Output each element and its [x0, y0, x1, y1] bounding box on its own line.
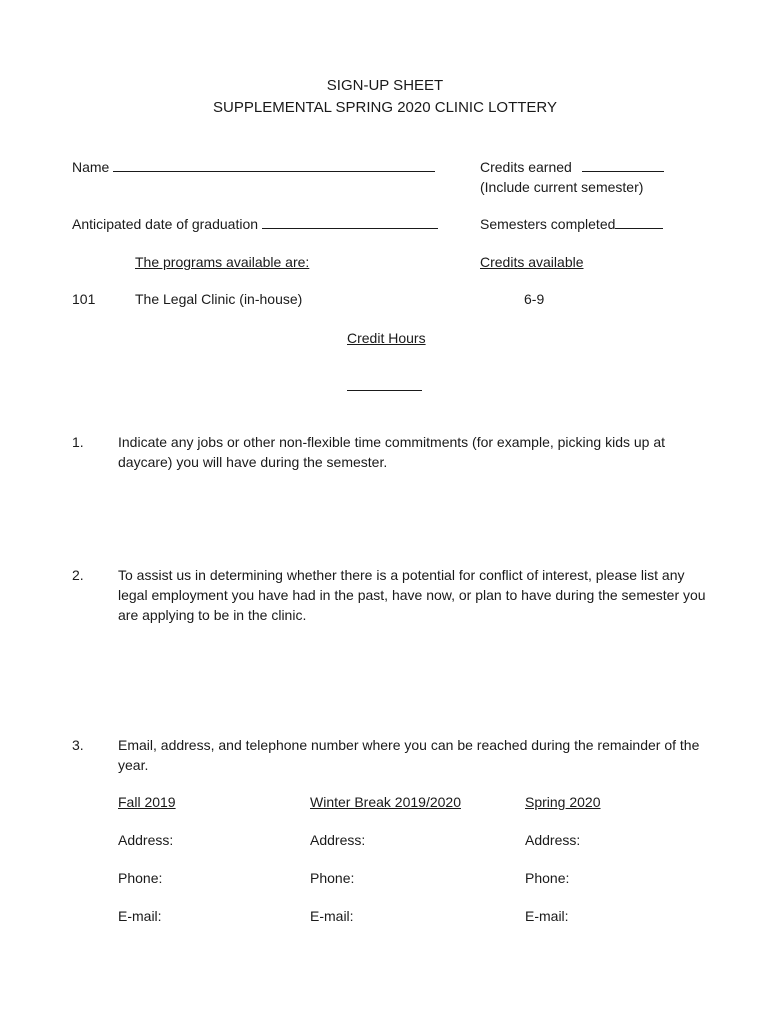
fall-email-label: E-mail: [118, 908, 162, 924]
winter-break-heading: Winter Break 2019/2020 [310, 794, 461, 810]
question-3-number: 3. [72, 737, 84, 753]
question-2-answer-area[interactable] [118, 630, 708, 725]
winter-email-label: E-mail: [310, 908, 354, 924]
document-title: SIGN-UP SHEET [326, 77, 444, 94]
spring-2020-heading: Spring 2020 [525, 794, 601, 810]
name-row [72, 157, 435, 177]
question-2-number: 2. [72, 567, 84, 583]
question-1-text: Indicate any jobs or other non-flexible time commitments (for example, picking kids up at daycare) you will have during the semester. [118, 434, 666, 470]
winter-phone-label: Phone: [310, 870, 355, 886]
graduation-label: Anticipated date of graduation [72, 216, 259, 232]
credits-earned-label: Credits earned [480, 159, 572, 175]
graduation-field[interactable] [262, 214, 438, 229]
semesters-row [480, 214, 663, 234]
name-field[interactable] [113, 157, 435, 172]
credit-hours-field[interactable] [347, 376, 422, 391]
programs-heading: The programs available are: [135, 254, 310, 270]
document-subtitle: SUPPLEMENTAL SPRING 2020 CLINIC LOTTERY [213, 99, 557, 116]
program-name: The Legal Clinic (in-house) [135, 291, 303, 307]
winter-address-label: Address: [310, 832, 366, 848]
graduation-row [72, 214, 438, 234]
question-1-number: 1. [72, 434, 84, 450]
credits-earned-row [480, 157, 664, 177]
question-2-text: To assist us in determining whether there is a potential for conflict of interest, please list any legal employment you have had in the past, have now, or plan to have during the semester you are applying to be in the clinic. [118, 567, 706, 623]
credit-hours-label: Credit Hours [347, 330, 426, 346]
fall-address-label: Address: [118, 832, 174, 848]
semesters-label: Semesters completed [480, 216, 616, 232]
credits-available-heading: Credits available [480, 254, 584, 270]
spring-email-label: E-mail: [525, 908, 569, 924]
credits-earned-note: (Include current semester) [480, 179, 644, 195]
fall-2019-heading: Fall 2019 [118, 794, 176, 810]
question-3-text: Email, address, and telephone number where you can be reached during the remainder of the year. [118, 737, 700, 773]
question-1-answer-area[interactable] [118, 478, 708, 558]
program-code: 101 [72, 291, 96, 307]
name-label: Name [72, 159, 110, 175]
credits-earned-field[interactable] [582, 157, 664, 172]
spring-phone-label: Phone: [525, 870, 570, 886]
program-credits: 6-9 [524, 291, 545, 307]
semesters-field[interactable] [615, 214, 663, 229]
fall-phone-label: Phone: [118, 870, 163, 886]
credit-hours-field-wrap [347, 376, 422, 396]
spring-address-label: Address: [525, 832, 581, 848]
